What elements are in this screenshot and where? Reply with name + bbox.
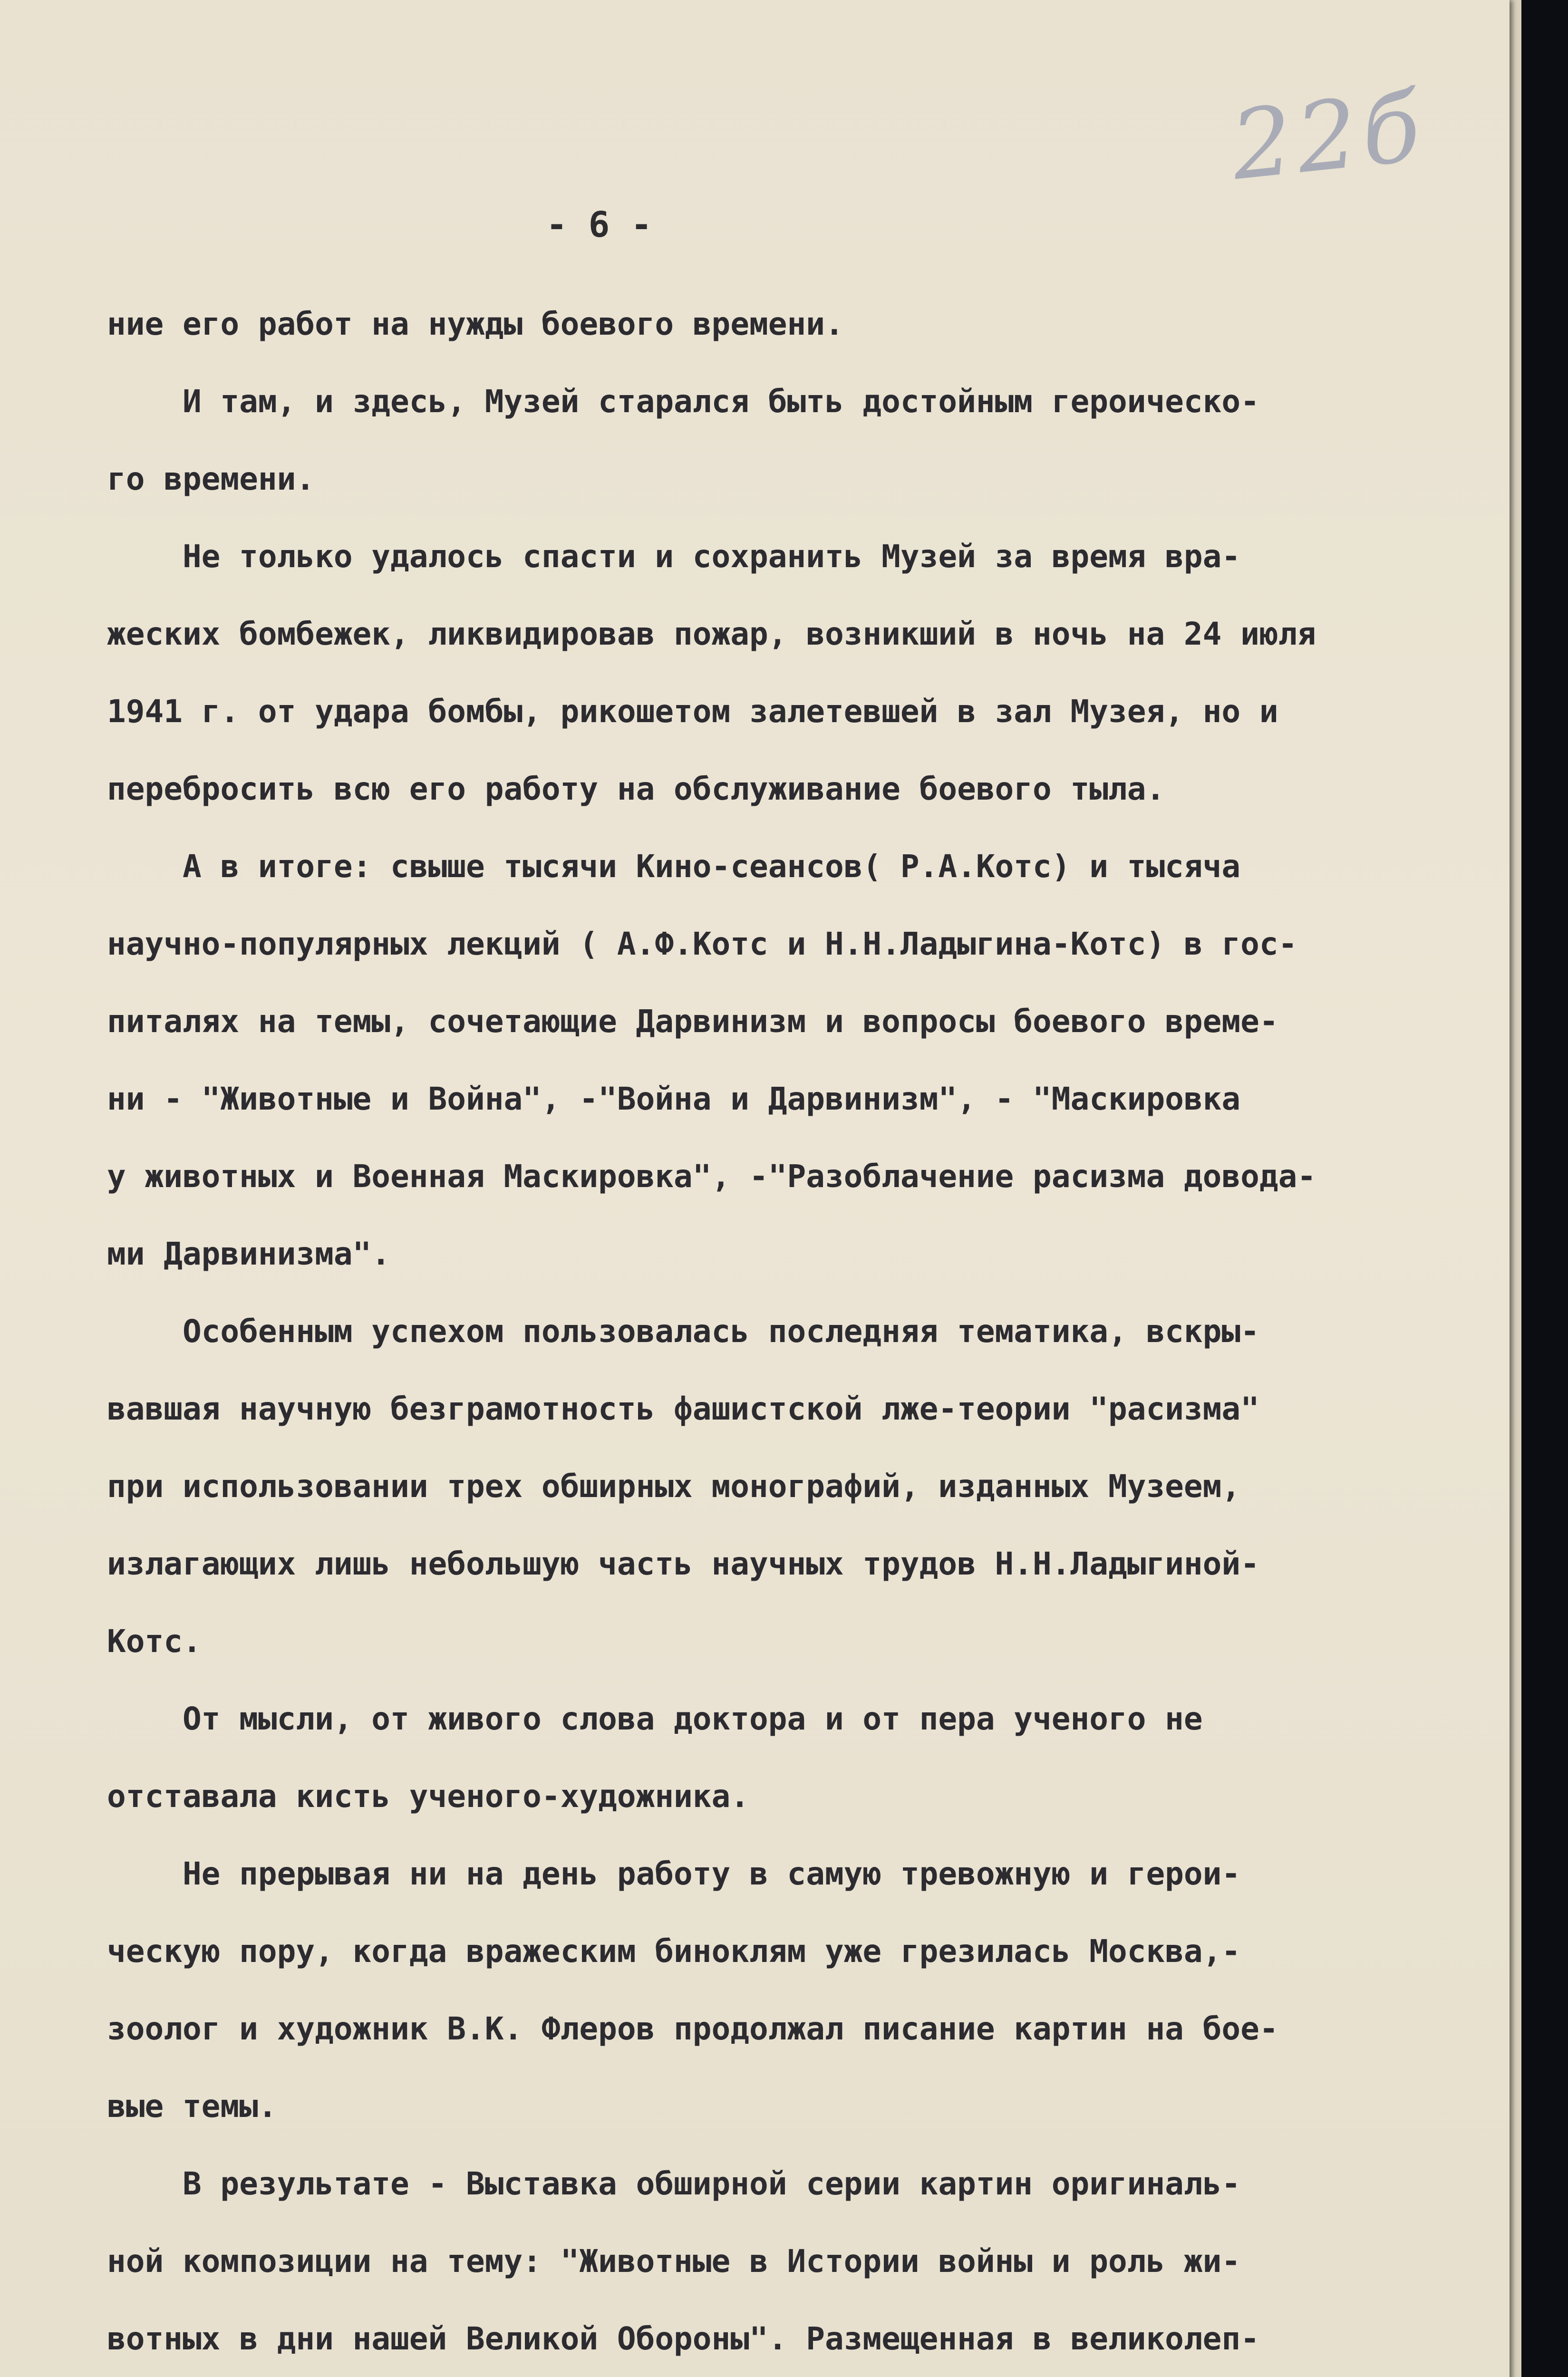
text-line: В результате - Выставка обширной серии картин оригиналь- — [107, 2165, 1241, 2202]
text-line: вые темы. — [107, 2088, 277, 2125]
text-line: научно-популярных лекций ( А.Ф.Котс и Н.Н.Ладыгина-Котс) в гос- — [107, 926, 1297, 962]
text-line: И там, и здесь, Музей старался быть достойным героическо- — [107, 383, 1259, 420]
page-number: - 6 - — [546, 204, 652, 245]
text-line: От мысли, от живого слова доктора и от пера ученого не — [107, 1701, 1203, 1737]
text-line: у животных и Военная Маскировка", -"Разоблачение расизма довода- — [107, 1158, 1316, 1195]
text-line: Особенным успехом пользовалась последняя тематика, вскры- — [107, 1313, 1259, 1350]
text-line: излагающих лишь небольшую часть научных трудов Н.Н.Ладыгиной- — [107, 1546, 1259, 1582]
typewritten-body — [107, 285, 1457, 2377]
text-line: ческую пору, когда вражеским биноклям уже грезилась Москва,- — [107, 1933, 1241, 1970]
text-line: ние его работ на нужды боевого времени. — [107, 306, 844, 342]
text-line: Котс. — [107, 1623, 202, 1660]
handwritten-folio-number: 22б — [1226, 71, 1430, 202]
text-line: вавшая научную безграмотность фашистской лже-теории "расизма" — [107, 1391, 1259, 1427]
text-line: ни - "Животные и Война", -"Война и Дарвинизм", - "Маскировка — [107, 1081, 1241, 1117]
text-line: го времени. — [107, 461, 315, 497]
text-line: питалях на темы, сочетающие Дарвинизм и вопросы боевого време- — [107, 1003, 1278, 1040]
text-line: жеских бомбежек, ликвидировав пожар, возникший в ночь на 24 июля — [107, 616, 1316, 652]
text-line: Не только удалось спасти и сохранить Музей за время вра- — [107, 538, 1241, 575]
text-line: вотных в дни нашей Великой Обороны". Размещенная в великолеп- — [107, 2320, 1259, 2357]
text-line: А в итоге: свыше тысячи Кино-сеансов( Р.А.Котс) и тысяча — [107, 848, 1241, 885]
text-line: ной композиции на тему: "Животные в Истории войны и роль жи- — [107, 2243, 1241, 2280]
text-line: зоолог и художник В.К. Флеров продолжал писание картин на бое- — [107, 2010, 1278, 2047]
text-line: перебросить всю его работу на обслуживание боевого тыла. — [107, 771, 1165, 807]
text-line: отставала кисть ученого-художника. — [107, 1778, 750, 1815]
text-line: 1941 г. от удара бомбы, рикошетом залетевшей в зал Музея, но и — [107, 693, 1278, 730]
text-line: ми Дарвинизма". — [107, 1236, 391, 1272]
text-line: Не прерывая ни на день работу в самую тревожную и герои- — [107, 1855, 1241, 1892]
text-line: при использовании трех обширных монографий, изданных Музеем, — [107, 1468, 1241, 1505]
